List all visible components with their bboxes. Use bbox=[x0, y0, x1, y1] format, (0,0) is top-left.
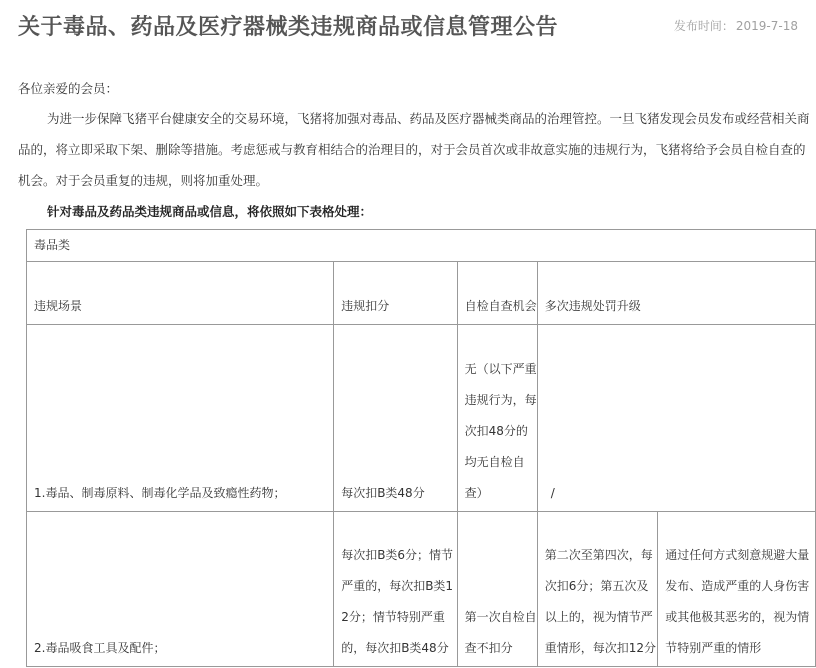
category-label: 毒品类 bbox=[34, 238, 71, 252]
publish-time bbox=[672, 17, 798, 34]
header-scenario: 违规场景 bbox=[27, 262, 334, 325]
table-row bbox=[27, 512, 816, 667]
table-row bbox=[27, 325, 816, 512]
paragraph-line-3: 机会。对于会员重复的违规，则将加重处理。 bbox=[18, 173, 269, 188]
header-repeat-penalty: 多次违规处罚升级 bbox=[537, 262, 815, 325]
row2-deduction: 每次扣B类6分；情节严重的，每次扣B类12分；情节特别严重的，每次扣B类48分 bbox=[334, 512, 457, 667]
paragraph-line-2: 品的，将立即采取下架、删除等措施。考虑惩戒与教育相结合的治理目的，对于会员首次或非故意实施的违规行为，飞猪将给予会员自检自查的 bbox=[18, 142, 806, 157]
row2-scenario: 2.毒品吸食工具及配件； bbox=[27, 512, 334, 667]
violation-table bbox=[26, 229, 816, 667]
header-deduction: 违规扣分 bbox=[334, 262, 457, 325]
header-self-check: 自检自查机会 bbox=[457, 262, 537, 325]
row2-repeat-penalty: 第二次至第四次，每次扣6分；第五次及以上的，视为情节严重情形，每次扣12分 bbox=[537, 512, 657, 667]
row1-repeat-penalty: / bbox=[537, 325, 815, 512]
greeting: 各位亲爱的会员： bbox=[18, 81, 119, 96]
notice-title: 关于毒品、药品及医疗器械类违规商品或信息管理公告 bbox=[18, 15, 559, 40]
header-row bbox=[27, 262, 816, 325]
row2-extra: 通过任何方式刻意规避大量发布、造成严重的人身伤害或其他极其恶劣的，视为情节特别严重的情形 bbox=[658, 512, 816, 667]
paragraph-line-1: 为进一步保障飞猪平台健康安全的交易环境，飞猪将加强对毒品、药品及医疗器械类商品的治理管控。一旦飞猪发现会员发布或经营相关商 bbox=[47, 111, 810, 126]
row1-deduction: 每次扣B类48分 bbox=[334, 325, 457, 512]
category-cell bbox=[27, 230, 816, 262]
row1-scenario: 1.毒品、制毒原料、制毒化学品及致瘾性药物； bbox=[27, 325, 334, 512]
row1-self-check: 无（以下严重违规行为，每次扣48分的均无自检自查） bbox=[457, 325, 537, 512]
category-row bbox=[27, 230, 816, 262]
table-intro: 针对毒品及药品类违规商品或信息，将依照如下表格处理： bbox=[47, 204, 373, 219]
publish-label: 发布时间： bbox=[673, 19, 734, 33]
row2-self-check: 第一次自检自查不扣分 bbox=[457, 512, 537, 667]
publish-date: 2019-7-18 bbox=[735, 19, 798, 33]
